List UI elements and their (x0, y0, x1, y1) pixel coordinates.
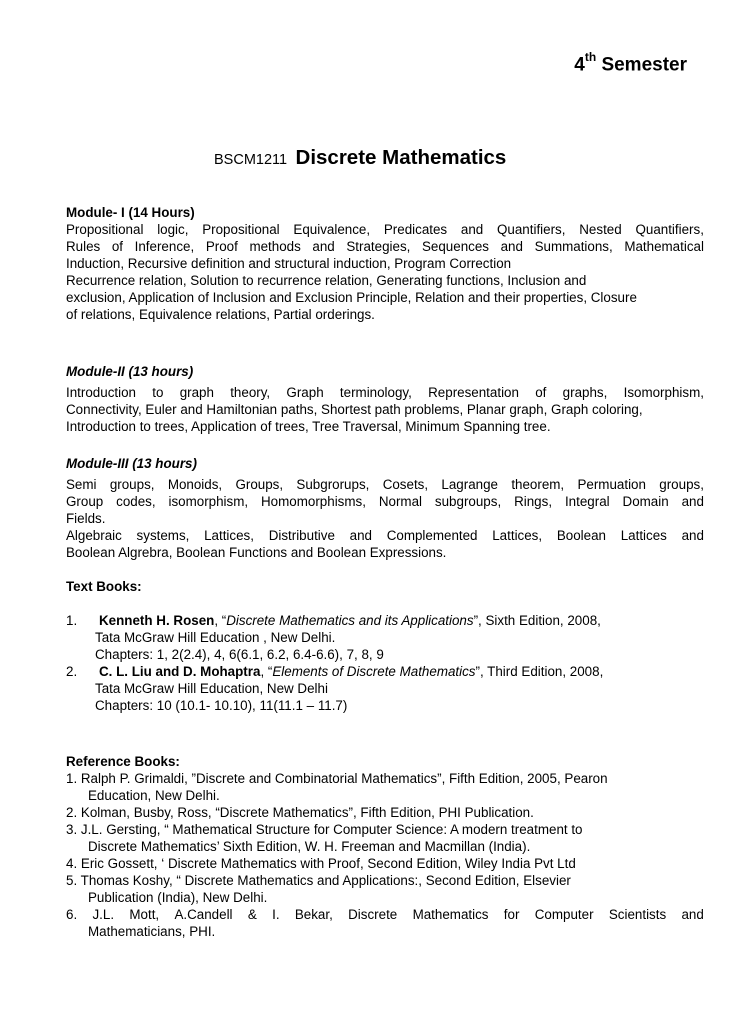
word: Lagrange (441, 477, 498, 492)
word: Quantifiers, (497, 222, 566, 237)
word: to (152, 385, 164, 400)
word: groups, (659, 477, 704, 492)
reference-item: 5. Thomas Koshy, “ Discrete Mathematics and Applications:, Second Edition, Elsevier (66, 873, 571, 888)
word: isomorphism, (168, 494, 249, 509)
module-1-line: Induction, Recursive definition and structural induction, Program Correction (66, 256, 512, 271)
word: I. (272, 907, 280, 922)
word: Complemented (386, 528, 478, 543)
word: Boolean (556, 528, 606, 543)
module-3 (66, 455, 704, 561)
word: subgroups, (434, 494, 502, 509)
word: Predicates (383, 222, 448, 237)
word: Computer (534, 907, 594, 922)
textbook-chapters: Chapters: 1, 2(2.4), 4, 6(6.1, 6.2, 6.4-6.6), 7, 8, 9 (95, 647, 384, 662)
word: Proof (205, 239, 238, 254)
course-name: Discrete Mathematics (295, 146, 507, 169)
semester-heading: 4th Semester (574, 50, 687, 76)
word: Lattices, (492, 528, 543, 543)
reference-item-cont: Mathematicians, PHI. (88, 924, 216, 939)
word: Isomorphism, (623, 385, 704, 400)
syllabus-body (66, 204, 704, 940)
textbooks-heading: Text Books: (66, 579, 142, 594)
textbook-chapters: Chapters: 10 (10.1- 10.10), 11(11.1 – 11.7) (95, 698, 348, 713)
word: and (460, 222, 484, 237)
word: J.L. (92, 907, 115, 922)
textbook-publisher: Tata McGraw Hill Education, New Delhi (95, 681, 328, 696)
module-1-line (66, 221, 704, 238)
word: theorem, (511, 477, 565, 492)
word: Strategies, (346, 239, 411, 254)
word: Subgrorups, (296, 477, 370, 492)
word: systems, (136, 528, 190, 543)
word: methods (249, 239, 301, 254)
reference-item-cont: Discrete Mathematics’ Sixth Edition, W. H. Freeman and Macmillan (India). (88, 839, 531, 854)
reference-item (66, 906, 704, 923)
module-1-line: of relations, Equivalence relations, Partial orderings. (66, 307, 375, 322)
word: Lattices, (204, 528, 254, 543)
reference-item: 3. J.L. Gersting, “ Mathematical Structure for Computer Science: A modern treatment to (66, 822, 583, 837)
module-2 (66, 363, 704, 435)
module-3-line: Fields. (66, 511, 106, 526)
word: theory, (230, 385, 271, 400)
course-code: BSCM1211 (214, 152, 288, 168)
word: Propositional (202, 222, 280, 237)
module-2-line: Introduction to trees, Application of trees, Tree Traversal, Minimum Spanning tree. (66, 419, 551, 434)
textbook-title: Discrete Mathematics and its Applications (226, 613, 474, 628)
word: Discrete (348, 907, 398, 922)
reference-item-cont: Education, New Delhi. (88, 788, 220, 803)
word: Homomorphisms, (261, 494, 366, 509)
module-1-line: exclusion, Application of Inclusion and Exclusion Principle, Relation and their properties, Closure (66, 290, 637, 305)
word: Mathematical (624, 239, 704, 254)
word: 6. (66, 907, 78, 922)
word: groups, (109, 477, 155, 492)
module-3-line (66, 476, 704, 493)
textbook-title: Elements of Discrete Mathematics (272, 664, 476, 679)
word: and (681, 528, 704, 543)
reference-item: 1. Ralph P. Grimaldi, ”Discrete and Combinatorial Mathematics”, Fifth Edition, 2005, Pearon (66, 771, 608, 786)
word: Mott, (129, 907, 160, 922)
word: Scientists (608, 907, 667, 922)
module-2-line: Connectivity, Euler and Hamiltonian paths, Shortest path problems, Planar graph, Graph coloring, (66, 402, 643, 417)
word: graph (179, 385, 214, 400)
word: and (681, 907, 704, 922)
word: terminology, (339, 385, 412, 400)
word: Inference, (134, 239, 195, 254)
word: graphs, (562, 385, 608, 400)
word: Rings, (514, 494, 553, 509)
textbook-publisher: Tata McGraw Hill Education , New Delhi. (95, 630, 336, 645)
word: codes, (116, 494, 156, 509)
textbook-item: 1. Kenneth H. Rosen, “Discrete Mathematics and its Applications”, Sixth Edition, 2008, (66, 613, 601, 628)
module-1-line (66, 238, 704, 255)
word: Semi (66, 477, 97, 492)
module-2-line (66, 384, 704, 401)
word: logic, (157, 222, 189, 237)
word: Propositional (66, 222, 144, 237)
reference-item: 4. Eric Gossett, ‘ Discrete Mathematics with Proof, Second Edition, Wiley India Pvt Ltd (66, 856, 576, 871)
word: Quantifiers, (635, 222, 704, 237)
word: Introduction (66, 385, 136, 400)
module-3-line: Boolean Algrebra, Boolean Functions and Boolean Expressions. (66, 545, 447, 560)
word: Sequences (421, 239, 489, 254)
word: of (111, 239, 124, 254)
word: Monoids, (167, 477, 223, 492)
word: Cosets, (382, 477, 429, 492)
module-1 (66, 204, 704, 323)
reference-item-cont: Publication (India), New Delhi. (88, 890, 268, 905)
word: Algebraic (66, 528, 122, 543)
textbook-item: 2. C. L. Liu and D. Mohaptra, “Elements of Discrete Mathematics”, Third Edition, 2008, (66, 664, 604, 679)
module-3-line (66, 527, 704, 544)
word: of (535, 385, 547, 400)
word: and (312, 239, 335, 254)
word: Summations, (534, 239, 613, 254)
word: Bekar, (294, 907, 333, 922)
word: Permuation (577, 477, 646, 492)
word: Domain (622, 494, 669, 509)
word: Graph (286, 385, 324, 400)
word: & (247, 907, 257, 922)
word: Representation (428, 385, 519, 400)
textbooks-section (66, 578, 704, 714)
module-3-line (66, 493, 704, 510)
word: Group (66, 494, 104, 509)
word: and (349, 528, 372, 543)
word: Rules (66, 239, 101, 254)
module-2-heading: Module-II (13 hours) (66, 364, 194, 379)
word: Normal (378, 494, 422, 509)
module-3-heading: Module-III (13 hours) (66, 456, 197, 471)
word: Nested (579, 222, 622, 237)
reference-item: 2. Kolman, Busby, Ross, “Discrete Mathematics”, Fifth Edition, PHI Publication. (66, 805, 534, 820)
word: Lattices (620, 528, 667, 543)
textbook-author: Kenneth H. Rosen (99, 613, 215, 628)
word: Distributive (268, 528, 335, 543)
word: and (681, 494, 704, 509)
word: for (503, 907, 520, 922)
course-title (214, 146, 506, 170)
textbook-author: C. L. Liu and D. Mohaptra (99, 664, 261, 679)
word: A.Candell (174, 907, 233, 922)
module-1-line: Recurrence relation, Solution to recurrence relation, Generating functions, Inclusion and (66, 273, 587, 288)
word: and (500, 239, 523, 254)
references-heading: Reference Books: (66, 754, 180, 769)
word: Equivalence, (293, 222, 371, 237)
references-section (66, 753, 704, 940)
word: Groups, (235, 477, 284, 492)
word: Mathematics (412, 907, 489, 922)
module-1-heading: Module- I (14 Hours) (66, 205, 195, 220)
word: Integral (564, 494, 610, 509)
